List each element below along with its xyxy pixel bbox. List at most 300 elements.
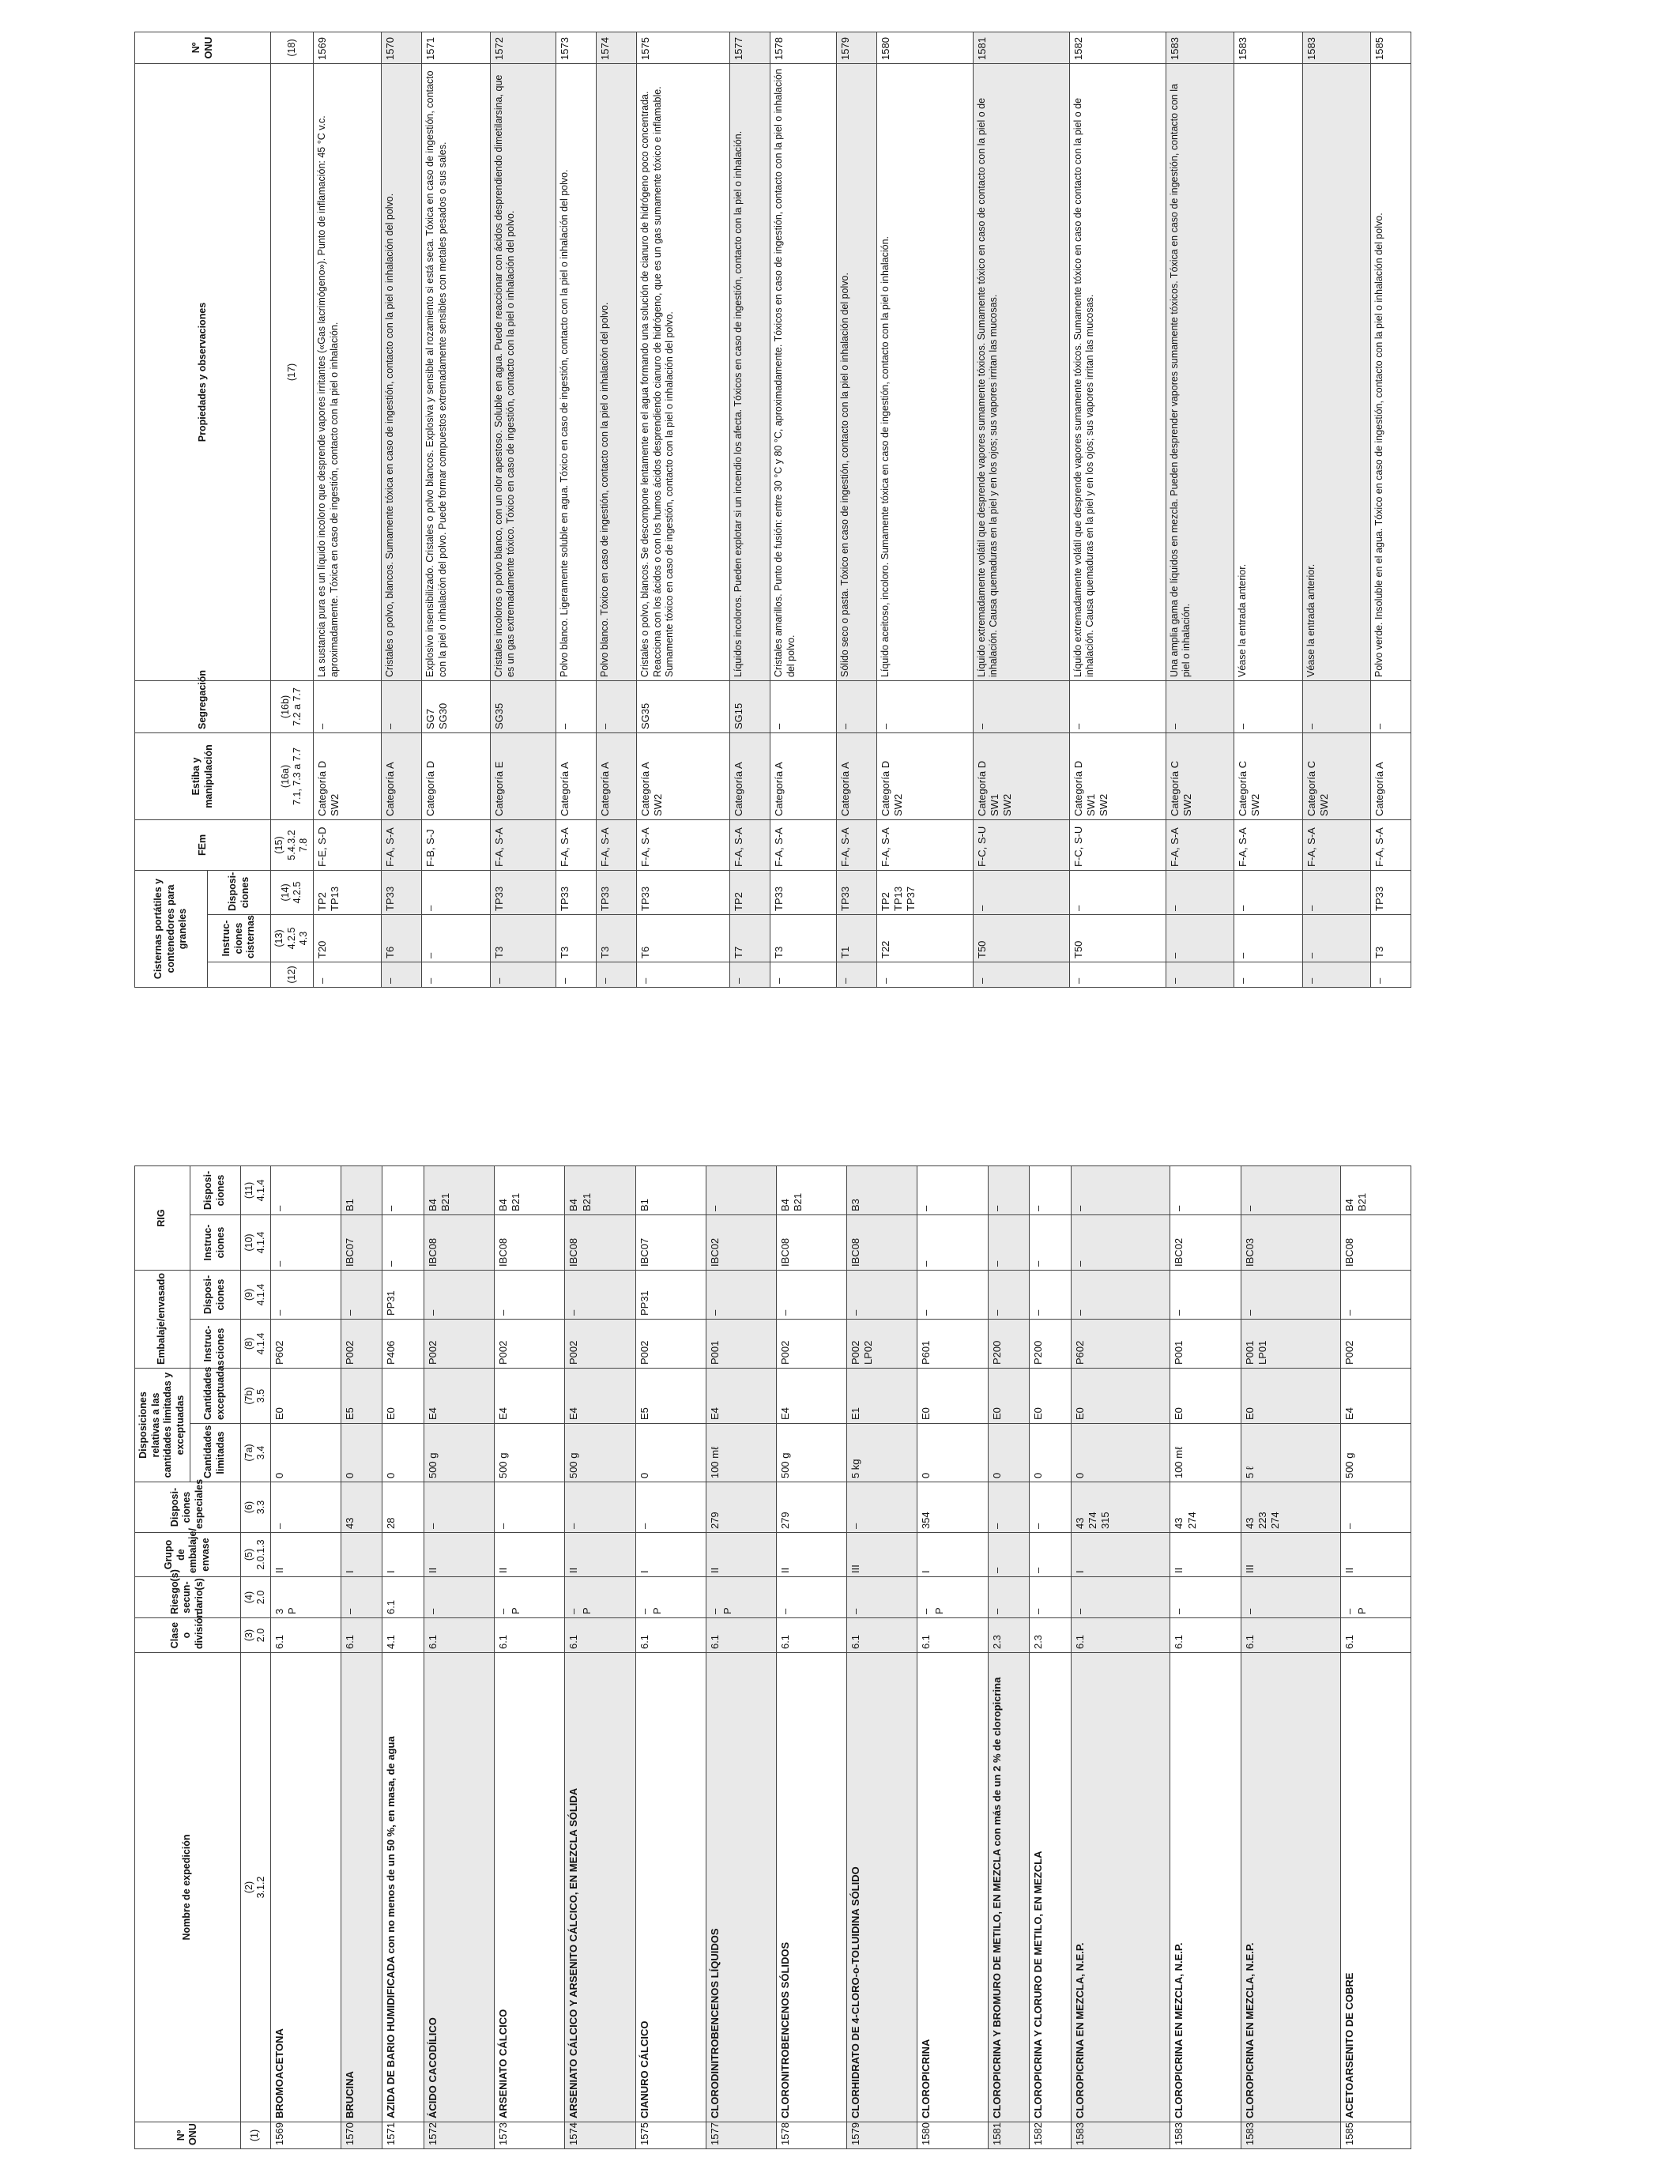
cell-shipping-name: CLORHIDRATO DE 4-CLORO-o-TOLUIDINA SÓLIDO xyxy=(847,1653,917,2122)
header-un-number: Nº ONU xyxy=(135,2122,241,2149)
column-code: (15) 5.4.3.2 7.8 xyxy=(271,819,314,870)
cell-segregation: – xyxy=(770,680,836,732)
lower-table-band xyxy=(134,1165,1411,2149)
cell-tank-col12: – xyxy=(637,962,730,988)
cell-tank-provision: TP33 xyxy=(556,870,597,914)
cell-tank-instruction: T20 xyxy=(313,915,381,962)
cell-tank-instruction: T50 xyxy=(1069,915,1166,962)
table-row xyxy=(1030,1166,1072,2149)
column-code: (1) xyxy=(240,2122,270,2149)
cell-packing-instruction: P002 xyxy=(635,1320,706,1369)
cell-excepted-qty: E4 xyxy=(495,1369,565,1424)
cell-excepted-qty: E5 xyxy=(341,1369,382,1424)
cell-subsidiary-risk: – xyxy=(847,1577,917,1618)
cell-segregation: – xyxy=(1166,680,1234,732)
cell-un-number: 1579 xyxy=(836,32,876,64)
table-row xyxy=(382,32,422,988)
column-code: (5) 2.0.1.3 xyxy=(240,1533,270,1577)
cell-ems: F-A, S-A xyxy=(382,819,422,870)
cell-packing-group: I xyxy=(635,1533,706,1577)
cell-class: 6.1 xyxy=(706,1618,776,1653)
cell-ibc-instruction: – xyxy=(1030,1215,1072,1271)
cell-ibc-provision: – xyxy=(1170,1166,1241,1215)
cell-packing-instruction: P406 xyxy=(382,1320,424,1369)
cell-class: 6.1 xyxy=(341,1618,382,1653)
cell-ibc-instruction: IBC08 xyxy=(776,1215,846,1271)
cell-ibc-instruction: IBC08 xyxy=(495,1215,565,1271)
cell-excepted-qty: E4 xyxy=(706,1369,776,1424)
cell-packing-provision: – xyxy=(917,1271,988,1320)
cell-subsidiary-risk: 6.1 xyxy=(382,1577,424,1618)
cell-tank-col12: – xyxy=(1069,962,1166,988)
cell-segregation: – xyxy=(313,680,381,732)
cell-tank-provision: – xyxy=(422,870,490,914)
column-code: (6) 3.3 xyxy=(240,1482,270,1533)
cell-un-number: 1583 xyxy=(1302,32,1370,64)
cell-tank-instruction: T3 xyxy=(556,915,597,962)
cell-subsidiary-risk: – xyxy=(776,1577,846,1618)
cell-class: 6.1 xyxy=(1241,1618,1340,1653)
cell-packing-group: I xyxy=(1071,1533,1170,1577)
header-tanks: Cisternas portátiles y contenedores para graneles xyxy=(135,870,208,987)
cell-tank-provision: TP2 TP13 xyxy=(313,870,381,914)
header-col12-blank xyxy=(208,962,271,988)
cell-special-provisions: – xyxy=(495,1482,565,1533)
cell-excepted-qty: E5 xyxy=(635,1369,706,1424)
cell-ems: F-A, S-A xyxy=(490,819,556,870)
cell-packing-instruction: P002 xyxy=(495,1320,565,1369)
cell-un-number: 1581 xyxy=(973,32,1069,64)
cell-tank-instruction: T3 xyxy=(597,915,637,962)
cell-segregation: – xyxy=(556,680,597,732)
cell-stowage: Categoría A xyxy=(836,732,876,819)
cell-un-number: 1582 xyxy=(1069,32,1166,64)
table-row xyxy=(490,32,556,988)
cell-shipping-name: BROMOACETONA xyxy=(270,1653,341,2122)
cell-segregation: SG15 xyxy=(730,680,770,732)
cell-tank-provision: – xyxy=(1234,870,1302,914)
column-code: (7b) 3.5 xyxy=(240,1369,270,1424)
header-properties: Propiedades y observaciones xyxy=(135,64,271,681)
cell-tank-instruction: T3 xyxy=(1371,915,1411,962)
cell-ibc-instruction: IBC02 xyxy=(706,1215,776,1271)
table-row xyxy=(556,32,597,988)
column-code: (16b) 7.2 a 7.7 xyxy=(271,680,314,732)
cell-segregation: – xyxy=(1371,680,1411,732)
cell-properties: Líquido extremadamente volátil que desprende vapores sumamente tóxicos. Sumamente tóxico en caso de contacto con la piel o de inhalación. Causa quemaduras en la piel y en los ojos; sus vapores irritan las mucosas. xyxy=(1069,64,1166,681)
cell-class: 6.1 xyxy=(1170,1618,1241,1653)
cell-tank-instruction: T7 xyxy=(730,915,770,962)
cell-properties: Una amplia gama de líquidos en mezcla. Pueden desprender vapores sumamente tóxicos. Tóxica en caso de ingestión, contacto con la piel o inhalación. xyxy=(1166,64,1234,681)
cell-special-provisions: 43 274 315 xyxy=(1071,1482,1170,1533)
dangerous-goods-list-table xyxy=(134,1165,1411,2149)
column-code: (4) 2.0 xyxy=(240,1577,270,1618)
cell-properties: Sólido seco o pasta. Tóxico en caso de ingestión, contacto con la piel o inhalación del polvo. xyxy=(836,64,876,681)
table-row xyxy=(422,32,490,988)
cell-tank-col12: – xyxy=(1371,962,1411,988)
cell-stowage: Categoría D SW1 SW2 xyxy=(1069,732,1166,819)
cell-ems: F-C, S-U xyxy=(973,819,1069,870)
column-code: (18) xyxy=(271,32,314,64)
table-row xyxy=(635,1166,706,2149)
cell-special-provisions: – xyxy=(635,1482,706,1533)
cell-limited-qty: 0 xyxy=(1030,1424,1072,1482)
cell-tank-provision: TP33 xyxy=(637,870,730,914)
cell-stowage: Categoría E xyxy=(490,732,556,819)
cell-excepted-qty: E0 xyxy=(1030,1369,1072,1424)
cell-tank-col12: – xyxy=(382,962,422,988)
header-tank-instr: Instruc- ciones cisternas xyxy=(208,915,271,962)
cell-properties: Líquido aceitoso, incoloro. Sumamente tóxica en caso de ingestión, contacto con la piel o inhalación. xyxy=(876,64,973,681)
cell-class: 2.3 xyxy=(1030,1618,1072,1653)
cell-tank-instruction: T22 xyxy=(876,915,973,962)
cell-packing-group: III xyxy=(1241,1533,1340,1577)
cell-stowage: Categoría C SW2 xyxy=(1234,732,1302,819)
header-pack-prov: Disposi- ciones xyxy=(190,1271,240,1320)
cell-packing-provision: – xyxy=(565,1271,635,1320)
cell-ibc-provision: – xyxy=(382,1166,424,1215)
cell-limited-qty: 5 ℓ xyxy=(1241,1424,1340,1482)
cell-special-provisions: 43 223 274 xyxy=(1241,1482,1340,1533)
cell-properties: Polvo verde. Insoluble en el agua. Tóxico en caso de ingestión, contacto con la piel o inhalación del polvo. xyxy=(1371,64,1411,681)
table-row xyxy=(341,1166,382,2149)
cell-class: 6.1 xyxy=(495,1618,565,1653)
cell-un-number: 1585 xyxy=(1340,2122,1411,2149)
cell-ems: F-A, S-A xyxy=(637,819,730,870)
table-row xyxy=(1166,32,1234,988)
cell-properties: Líquidos incoloros. Pueden explotar si un incendio los afecta. Tóxicos en caso de ingestión, contacto con la piel o inhalación. xyxy=(730,64,770,681)
cell-ibc-instruction: IBC08 xyxy=(1340,1215,1411,1271)
cell-subsidiary-risk: – xyxy=(1071,1577,1170,1618)
cell-excepted-qty: E0 xyxy=(1071,1369,1170,1424)
cell-properties: Véase la entrada anterior. xyxy=(1302,64,1370,681)
cell-packing-provision: – xyxy=(495,1271,565,1320)
cell-ibc-provision: B4 B21 xyxy=(565,1166,635,1215)
cell-un-number: 1582 xyxy=(1030,2122,1072,2149)
cell-properties: Polvo blanco. Tóxico en caso de ingestión, contacto con la piel o inhalación del polvo. xyxy=(597,64,637,681)
cell-segregation: SG7 SG30 xyxy=(422,680,490,732)
cell-ems: F-E, S-D xyxy=(313,819,381,870)
cell-shipping-name: BRUCINA xyxy=(341,1653,382,2122)
cell-shipping-name: CIANURO CÁLCICO xyxy=(635,1653,706,2122)
cell-stowage: Categoría A xyxy=(597,732,637,819)
cell-shipping-name: AZIDA DE BARIO HUMIDIFICADA con no menos de un 50 %, en masa, de agua xyxy=(382,1653,424,2122)
table-row xyxy=(1069,32,1166,988)
table-row xyxy=(876,32,973,988)
cell-subsidiary-risk: – P xyxy=(1340,1577,1411,1618)
cell-class: 6.1 xyxy=(270,1618,341,1653)
cell-ibc-instruction: IBC02 xyxy=(1170,1215,1241,1271)
cell-class: 4.1 xyxy=(382,1618,424,1653)
header-un-number-right: Nº ONU xyxy=(135,32,271,64)
cell-ibc-provision: – xyxy=(1241,1166,1340,1215)
cell-shipping-name: ARSENIATO CÁLCICO Y ARSENITO CÁLCICO, EN MEZCLA SÓLIDA xyxy=(565,1653,635,2122)
cell-tank-col12: – xyxy=(973,962,1069,988)
cell-packing-group: II xyxy=(495,1533,565,1577)
cell-special-provisions: 28 xyxy=(382,1482,424,1533)
cell-limited-qty: 0 xyxy=(635,1424,706,1482)
cell-tank-col12: – xyxy=(1302,962,1370,988)
cell-segregation: – xyxy=(973,680,1069,732)
cell-class: 6.1 xyxy=(847,1618,917,1653)
table-row xyxy=(637,32,730,988)
cell-un-number: 1570 xyxy=(382,32,422,64)
cell-un-number: 1574 xyxy=(597,32,637,64)
cell-un-number: 1573 xyxy=(556,32,597,64)
cell-stowage: Categoría C SW2 xyxy=(1166,732,1234,819)
cell-ems: F-A, S-A xyxy=(730,819,770,870)
cell-subsidiary-risk: – xyxy=(1241,1577,1340,1618)
cell-packing-instruction: P002 LP02 xyxy=(847,1320,917,1369)
upper-table-band xyxy=(134,32,1411,988)
cell-ems: F-A, S-A xyxy=(597,819,637,870)
cell-packing-instruction: P602 xyxy=(1071,1320,1170,1369)
cell-limited-qty: 500 g xyxy=(565,1424,635,1482)
cell-subsidiary-risk: 3 P xyxy=(270,1577,341,1618)
cell-tank-instruction: T50 xyxy=(973,915,1069,962)
cell-ems: F-A, S-A xyxy=(770,819,836,870)
cell-properties: Explosivo insensibilizado. Cristales o polvo blancos. Explosiva y sensible al rozamiento si está seca. Tóxica en caso de ingestión, contacto con la piel o inhalación del polvo. Puede formar compuestos extremadamente sensibles con metales pesados o sus sales. xyxy=(422,64,490,681)
cell-un-number: 1585 xyxy=(1371,32,1411,64)
cell-properties: Cristales incoloros o polvo blanco, con un olor apestoso. Soluble en agua. Puede reaccionar con ácidos desprendiendo dimetilarsina, que es un gas extremadamente tóxico. Tóxico en caso de ingestión, contacto con la piel o inhalación del polvo. xyxy=(490,64,556,681)
cell-class: 6.1 xyxy=(917,1618,988,1653)
cell-packing-group: II xyxy=(1170,1533,1241,1577)
table-row xyxy=(836,32,876,988)
cell-excepted-qty: E4 xyxy=(424,1369,494,1424)
cell-limited-qty: 100 mℓ xyxy=(706,1424,776,1482)
cell-limited-qty: 0 xyxy=(917,1424,988,1482)
cell-ems: F-C, S-U xyxy=(1069,819,1166,870)
cell-tank-provision: – xyxy=(1166,870,1234,914)
table-row xyxy=(1170,1166,1241,2149)
cell-subsidiary-risk: – P xyxy=(565,1577,635,1618)
cell-packing-instruction: P002 xyxy=(565,1320,635,1369)
cell-properties: Cristales amarillos. Punto de fusión: entre 30 °C y 80 °C, aproximadamente. Tóxicos en caso de ingestión, contacto con la piel o inhalación del polvo. xyxy=(770,64,836,681)
cell-packing-group: II xyxy=(565,1533,635,1577)
table-row xyxy=(313,32,381,988)
cell-segregation: – xyxy=(836,680,876,732)
cell-stowage: Categoría A SW2 xyxy=(637,732,730,819)
header-limited-excepted: Disposiciones relativas a las cantidades limitadas y exceptuadas xyxy=(135,1369,190,1482)
cell-tank-provision: TP33 xyxy=(836,870,876,914)
cell-excepted-qty: E0 xyxy=(1241,1369,1340,1424)
cell-ems: F-A, S-A xyxy=(836,819,876,870)
cell-subsidiary-risk: – xyxy=(424,1577,494,1618)
cell-un-number: 1571 xyxy=(382,2122,424,2149)
cell-un-number: 1575 xyxy=(635,2122,706,2149)
cell-ems: F-A, S-A xyxy=(556,819,597,870)
cell-packing-provision: – xyxy=(424,1271,494,1320)
cell-packing-group: II xyxy=(706,1533,776,1577)
table-row xyxy=(1302,32,1370,988)
cell-stowage: Categoría A xyxy=(1371,732,1411,819)
cell-un-number: 1583 xyxy=(1166,32,1234,64)
cell-excepted-qty: E0 xyxy=(988,1369,1030,1424)
cell-ibc-instruction: IBC07 xyxy=(635,1215,706,1271)
cell-packing-group: II xyxy=(270,1533,341,1577)
cell-ibc-provision: B4 B21 xyxy=(424,1166,494,1215)
cell-un-number: 1583 xyxy=(1170,2122,1241,2149)
cell-un-number: 1577 xyxy=(706,2122,776,2149)
header-ibc: RIG xyxy=(135,1166,190,1271)
table-row xyxy=(1241,1166,1340,2149)
cell-shipping-name: ACETOARSENITO DE COBRE xyxy=(1340,1653,1411,2122)
table-row xyxy=(770,32,836,988)
cell-subsidiary-risk: – xyxy=(1030,1577,1072,1618)
cell-un-number: 1569 xyxy=(270,2122,341,2149)
cell-packing-provision: – xyxy=(1030,1271,1072,1320)
cell-ibc-instruction: IBC08 xyxy=(847,1215,917,1271)
cell-ibc-instruction: – xyxy=(917,1215,988,1271)
cell-tank-instruction: – xyxy=(422,915,490,962)
cell-packing-instruction: P200 xyxy=(1030,1320,1072,1369)
table-row xyxy=(730,32,770,988)
cell-tank-provision: TP33 xyxy=(770,870,836,914)
cell-tank-provision: TP33 xyxy=(597,870,637,914)
header-pack-instr: Instruc- ciones xyxy=(190,1320,240,1369)
table-row xyxy=(424,1166,494,2149)
cell-tank-provision: – xyxy=(973,870,1069,914)
cell-properties: Polvo blanco. Ligeramente soluble en agua. Tóxico en caso de ingestión, contacto con la piel o inhalación del polvo. xyxy=(556,64,597,681)
cell-special-provisions: 43 274 xyxy=(1170,1482,1241,1533)
cell-segregation: – xyxy=(382,680,422,732)
lower-table-rotator xyxy=(134,1165,1411,2149)
cell-tank-col12: – xyxy=(1234,962,1302,988)
cell-packing-instruction: P001 xyxy=(706,1320,776,1369)
cell-ibc-instruction: – xyxy=(382,1215,424,1271)
cell-special-provisions: – xyxy=(1030,1482,1072,1533)
cell-packing-provision: – xyxy=(847,1271,917,1320)
cell-shipping-name: CLORONITROBENCENOS SÓLIDOS xyxy=(776,1653,846,2122)
table-row xyxy=(917,1166,988,2149)
cell-packing-provision: PP31 xyxy=(635,1271,706,1320)
table-row xyxy=(565,1166,635,2149)
cell-subsidiary-risk: – P xyxy=(917,1577,988,1618)
cell-ibc-instruction: IBC03 xyxy=(1241,1215,1340,1271)
cell-packing-provision: – xyxy=(270,1271,341,1320)
cell-properties: Cristales o polvo, blancos. Se descompone lentamente en el agua formando una solución de cianuro de hidrógeno poco concentrada. Reacciona con los ácidos o con los humos ácidos desprendiendo cianuro de hidrógeno, que es un gas sumamente tóxico e inflamable. Sumamente tóxico en caso de ingestión, contacto con la piel o inhalación del polvo. xyxy=(637,64,730,681)
cell-packing-instruction: P001 xyxy=(1170,1320,1241,1369)
cell-ibc-provision: B4 B21 xyxy=(495,1166,565,1215)
table-row xyxy=(973,32,1069,988)
cell-packing-group: I xyxy=(917,1533,988,1577)
cell-shipping-name: CLOROPICRINA EN MEZCLA, N.E.P. xyxy=(1071,1653,1170,2122)
cell-ibc-provision: B1 xyxy=(341,1166,382,1215)
cell-ibc-instruction: IBC07 xyxy=(341,1215,382,1271)
column-code: (14) 4.2.5 xyxy=(271,870,314,914)
cell-excepted-qty: E0 xyxy=(382,1369,424,1424)
cell-shipping-name: CLOROPICRINA EN MEZCLA, N.E.P. xyxy=(1170,1653,1241,2122)
cell-ems: F-A, S-A xyxy=(1234,819,1302,870)
table-row xyxy=(706,1166,776,2149)
cell-tank-col12: – xyxy=(313,962,381,988)
cell-packing-provision: – xyxy=(341,1271,382,1320)
cell-shipping-name: CLOROPICRINA Y BROMURO DE METILO, EN MEZCLA con más de un 2 % de cloropicrina xyxy=(988,1653,1030,2122)
cell-ibc-provision: B4 B21 xyxy=(1340,1166,1411,1215)
cell-class: 6.1 xyxy=(1071,1618,1170,1653)
column-code: (8) 4.1.4 xyxy=(240,1320,270,1369)
cell-tank-provision: TP33 xyxy=(1371,870,1411,914)
cell-segregation: – xyxy=(876,680,973,732)
header-special-provisions: Disposi- ciones especiales xyxy=(135,1482,241,1533)
column-code-row xyxy=(240,1166,270,2149)
cell-segregation: – xyxy=(1234,680,1302,732)
cell-excepted-qty: E1 xyxy=(847,1369,917,1424)
cell-limited-qty: 500 g xyxy=(424,1424,494,1482)
cell-packing-instruction: P200 xyxy=(988,1320,1030,1369)
cell-un-number: 1572 xyxy=(424,2122,494,2149)
cell-tank-instruction: T1 xyxy=(836,915,876,962)
cell-un-number: 1579 xyxy=(847,2122,917,2149)
cell-subsidiary-risk: – xyxy=(988,1577,1030,1618)
cell-limited-qty: 5 kg xyxy=(847,1424,917,1482)
header-subsidiary-risk: Riesgo(s) secun- dario(s) xyxy=(135,1577,241,1618)
cell-packing-provision: – xyxy=(1241,1271,1340,1320)
cell-un-number: 1580 xyxy=(917,2122,988,2149)
cell-class: 6.1 xyxy=(776,1618,846,1653)
cell-packing-provision: – xyxy=(706,1271,776,1320)
column-code: (17) xyxy=(271,64,314,681)
cell-special-provisions: – xyxy=(270,1482,341,1533)
cell-stowage: Categoría D SW1 SW2 xyxy=(973,732,1069,819)
cell-segregation: – xyxy=(597,680,637,732)
cell-subsidiary-risk: – P xyxy=(706,1577,776,1618)
cell-class: 6.1 xyxy=(565,1618,635,1653)
cell-ibc-instruction: IBC08 xyxy=(565,1215,635,1271)
cell-tank-col12: – xyxy=(597,962,637,988)
cell-limited-qty: 0 xyxy=(382,1424,424,1482)
cell-ems: F-A, S-A xyxy=(1371,819,1411,870)
column-code: (11) 4.1.4 xyxy=(240,1166,270,1215)
cell-packing-provision: – xyxy=(1170,1271,1241,1320)
cell-stowage: Categoría C SW2 xyxy=(1302,732,1370,819)
header-class: Clase o división xyxy=(135,1618,241,1653)
column-code: (13) 4.2.5 4.3 xyxy=(271,915,314,962)
cell-limited-qty: 0 xyxy=(1071,1424,1170,1482)
cell-excepted-qty: E0 xyxy=(1170,1369,1241,1424)
cell-excepted-qty: E4 xyxy=(565,1369,635,1424)
cell-tank-instruction: T3 xyxy=(770,915,836,962)
header-tank-prov: Disposi- ciones xyxy=(208,870,271,914)
cell-tank-provision: TP2 xyxy=(730,870,770,914)
column-code: (12) xyxy=(271,962,314,988)
table-row xyxy=(597,32,637,988)
cell-packing-instruction: P002 xyxy=(341,1320,382,1369)
column-code: (2) 3.1.2 xyxy=(240,1653,270,2122)
cell-tank-col12: – xyxy=(876,962,973,988)
cell-excepted-qty: E0 xyxy=(270,1369,341,1424)
cell-limited-qty: 0 xyxy=(341,1424,382,1482)
cell-tank-col12: – xyxy=(556,962,597,988)
cell-un-number: 1583 xyxy=(1241,2122,1340,2149)
cell-ibc-instruction: IBC08 xyxy=(424,1215,494,1271)
cell-packing-provision: – xyxy=(988,1271,1030,1320)
cell-subsidiary-risk: – xyxy=(1170,1577,1241,1618)
cell-shipping-name: ARSENIATO CÁLCICO xyxy=(495,1653,565,2122)
table-row xyxy=(1071,1166,1170,2149)
column-code: (3) 2.0 xyxy=(240,1618,270,1653)
header-shipping-name: Nombre de expedición xyxy=(135,1653,241,2122)
cell-shipping-name: CLORODINITROBENCENOS LÍQUIDOS xyxy=(706,1653,776,2122)
column-code: (16a) 7.1, 7.3 a 7.7 xyxy=(271,732,314,819)
cell-special-provisions: – xyxy=(988,1482,1030,1533)
cell-limited-qty: 100 mℓ xyxy=(1170,1424,1241,1482)
cell-un-number: 1578 xyxy=(776,2122,846,2149)
cell-shipping-name: CLOROPICRINA xyxy=(917,1653,988,2122)
table-row xyxy=(270,1166,341,2149)
cell-un-number: 1578 xyxy=(770,32,836,64)
cell-tank-provision: – xyxy=(1302,870,1370,914)
